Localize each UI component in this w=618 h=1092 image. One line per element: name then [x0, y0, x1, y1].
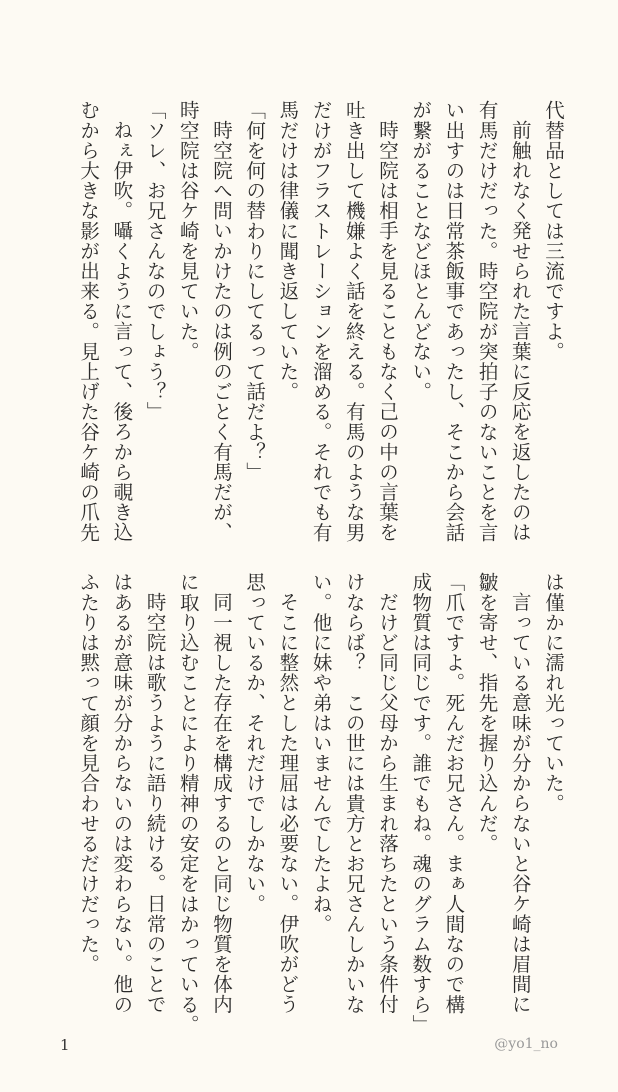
- text-line: 思っているか、それだけでしかない。: [243, 572, 267, 914]
- text-line: は僅かに濡れ光っていた。: [542, 572, 565, 814]
- text-line: 成物質は同じです。誰でもね。魂のグラム数すら」: [409, 572, 433, 1035]
- text-line: 代替品としては三流ですよ。: [542, 100, 565, 362]
- text-line: ふたりは黙って顔を見合わせるだけだった。: [77, 572, 101, 974]
- text-line: 「爪ですよ。死んだお兄さん。まぁ人間なので構: [442, 572, 466, 1015]
- text-line: 時空院は歌うように語り続ける。日常のことで: [143, 591, 167, 1014]
- text-line: い出すのは日常茶飯事であったし、そこから会話: [442, 100, 466, 543]
- text-line: 「ソレ、お兄さんなのでしょう？」: [143, 100, 167, 422]
- page-number: 1: [60, 1036, 70, 1054]
- text-line: 「何を何の替わりにしてるって話だよ？」: [243, 100, 267, 482]
- text-line: 皺を寄せ、指先を握り込んだ。: [475, 572, 499, 854]
- text-line: 馬だけは律儀に聞き返していた。: [276, 100, 300, 402]
- text-line: 時空院は相手を見ることもなく己の中の言葉を: [375, 119, 399, 542]
- text-line: い。他に妹や弟はいませんでしたよね。: [309, 572, 333, 934]
- text-line: 言っている意味が分からないと谷ケ崎は眉間に: [508, 591, 532, 1014]
- author-handle: @yo1_no: [494, 1036, 558, 1052]
- text-line: に取り込むことにより精神の安定をはかっている。: [176, 572, 200, 1035]
- text-line: が繋がることなどほとんどない。: [409, 100, 433, 402]
- text-line: 有馬だけだった。時空院が突拍子のないことを言: [475, 100, 499, 543]
- text-line: 時空院へ問いかけたのは例のごとく有馬だが、: [209, 119, 233, 542]
- text-line: 同一視した存在を構成するのと同じ物質を体内: [209, 591, 233, 1014]
- text-block-lower: [72, 572, 570, 1035]
- text-line: 吐き出して機嫌よく話を終える。有馬のような男: [342, 100, 366, 543]
- text-line: ねぇ伊吹。囁くように言って、後ろから覗き込: [110, 119, 134, 542]
- text-block-upper: [72, 100, 570, 543]
- text-line: 前触れなく発せられた言葉に反応を返したのは: [508, 119, 532, 542]
- text-line: そこに整然とした理屈は必要ない。伊吹がどう: [276, 591, 300, 1014]
- text-line: むから大きな影が出来る。見上げた谷ケ崎の爪先: [77, 100, 101, 543]
- text-line: だけがフラストレーションを溜める。それでも有: [309, 100, 333, 543]
- text-line: はあるが意味が分からないのは変わらない。他の: [110, 572, 134, 1015]
- text-line: けならば？ この世には貴方とお兄さんしかいな: [342, 572, 366, 1015]
- text-line: だけど同じ父母から生まれ落ちたという条件付: [375, 591, 399, 1014]
- text-line: 時空院は谷ケ崎を見ていた。: [176, 100, 200, 362]
